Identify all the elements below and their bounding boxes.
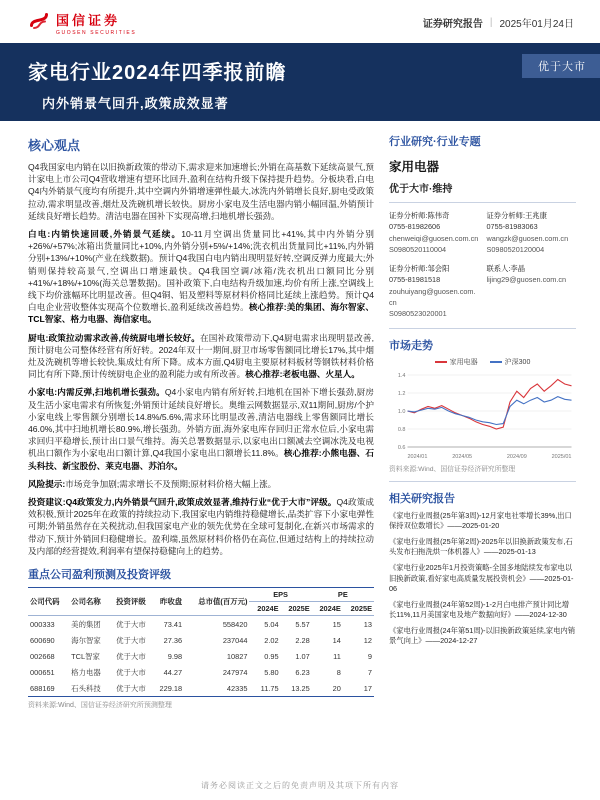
cell-eps25: 13.25 (281, 680, 312, 697)
cell-code: 000651 (30, 667, 55, 677)
report-type: 证券研究报告 (422, 19, 483, 30)
paragraph-lead: 风险提示: (28, 478, 66, 489)
cell-pe24: 11 (333, 651, 341, 661)
legend-item (490, 357, 531, 367)
title-banner (0, 43, 600, 121)
legend-item (435, 357, 478, 367)
col-header-pe-2024e: 2024E (312, 602, 343, 616)
risk-note-paragraph (28, 478, 374, 490)
contact-email-link[interactable]: lijing29@guosen.com.cn (486, 275, 567, 285)
cell-mcap: 42335 (184, 680, 249, 697)
analyst-role: 证券分析师: (486, 211, 526, 220)
cell-pe25: 9 (367, 651, 372, 661)
chart-source-note: 资料来源:Wind、国信证券经济研究所整理 (389, 465, 516, 473)
svg-text:0.8: 0.8 (397, 426, 406, 433)
chart-legend (389, 357, 576, 367)
related-report-link[interactable] (389, 537, 576, 558)
core-paragraph (28, 228, 374, 326)
cell-pe25: 13 (363, 619, 372, 629)
cell-name: TCL智家 (71, 651, 100, 661)
cell-name: 格力电器 (71, 667, 101, 677)
industry-rating: 优于大市·维持 (389, 180, 576, 203)
industry-section-label: 行业研究·行业专题 (389, 136, 481, 148)
paragraph-body: Q4小家电内销有所好转,扫地机在国补下增长强劲,厨房及生活小家电需求有所恢复;外销预计延续良好增长。奥维云网数据显示,双11期间,厨房/个护小家电线上零售额分别增长14.8%/5.6%,需求环比明显改善,清洁电器线上零售额同比增长46.0%,其中扫地机增长80.9%,增长强劲。外销方面,海外家电库存回归正常水位后,小家电需求回归平稳增长,预计出口景气维持。海关总署数据显示,以家电出口额减去空调冰洗及电视机出口额作为小家电出口额计算,Q4我国小家电出口额增长11.8%。 (28, 387, 374, 459)
analyst-card (487, 210, 577, 255)
cell-rating: 优于大市 (116, 635, 146, 645)
cell-code: 688169 (28, 680, 69, 697)
table-row (28, 632, 374, 648)
col-header-pe-2025e: 2025E (343, 602, 374, 616)
related-report-link[interactable] (389, 563, 576, 595)
core-paragraph (28, 386, 374, 471)
cell-eps24: 0.95 (264, 651, 279, 661)
paragraph-body: 在国补政策带动下,Q4厨电需求出现明显改善,预计厨电公司整体经营有所好转。2024年双十一期间,厨卫市场零售额同比增长17%,其中烟灶及洗碗机等增长较快,集成灶有所下降。成本方面,Q4厨电主要原材料板材等钢铁材料价格同比有所下降,预计传统厨电企业的盈利能力或有所改善。 (28, 332, 374, 380)
svg-text:2024/01: 2024/01 (407, 453, 428, 460)
svg-text:2024/09: 2024/09 (506, 453, 527, 460)
analyst-email-link[interactable]: chenweiqi@guosen.com.cn (389, 233, 479, 243)
svg-text:0.6: 0.6 (397, 444, 406, 451)
analyst-card (389, 210, 479, 255)
col-header-eps: EPS (249, 588, 311, 602)
table-row (28, 648, 374, 664)
brand-name-cn: 国信证券 (56, 12, 121, 28)
disclaimer-footer: 请务必阅读正文之后的免责声明及其项下所有内容 (201, 781, 399, 790)
paragraph-lead: 投资建议:Q4政策发力,内外销景气回升,政策成效显著,维持行业“优于大市”评级。 (28, 497, 337, 508)
report-subtitle: 内外销景气回升,政策成效显著 (42, 96, 229, 111)
cell-rating: 优于大市 (110, 680, 151, 697)
cell-eps25: 1.07 (295, 651, 310, 661)
paragraph-lead: 厨电:政策拉动需求改善,传统厨电增长较好。 (28, 332, 200, 343)
cell-eps24: 2.02 (264, 635, 279, 645)
legend-label: 家用电器 (449, 358, 478, 366)
report-date: ——2025-01-06 (389, 573, 574, 594)
cell-price: 9.98 (167, 651, 183, 661)
report-title[interactable]: 《家电行业周报(24年第51周)-以旧换新政策延续,家电内销景气向上》 (389, 625, 576, 646)
cell-price: 229.18 (152, 680, 185, 697)
top-header (0, 0, 600, 43)
table-row (28, 680, 374, 697)
legend-swatch-csi300 (490, 361, 502, 363)
svg-text:1.4: 1.4 (397, 372, 406, 379)
paragraph-lead: 白电:内销快速回暖,外销景气延续。 (28, 229, 182, 240)
paragraph-body: Q4政策成效积极,预计2025年在政策的持续拉动下,我国家电内销维持稳健增长,品类扩容下小家电弹性可期;外销虽然存在关税扰动,但我国家电产业的领先优势在全球可复制化,在新兴市场需求的带动下,预计外销回归稳健增长。盈利端,虽然原材料价格仍在高位,但通过结构上的持续拉动及内部的经营提效,利润率有望保持稳健向上的趋势。 (28, 497, 374, 556)
cell-eps24: 11.75 (249, 680, 280, 697)
contact-name: 李晶 (510, 264, 526, 274)
col-header-name: 公司名称 (69, 588, 110, 616)
col-header-close: 昨收盘 (152, 588, 185, 616)
investment-advice-paragraph (28, 496, 374, 557)
analyst-phone: 0755-81982606 (389, 222, 441, 232)
paragraph-body: Q4我国家电内销在以旧换新政策的带动下,需求迎来加速增长;外销在高基数下延续高景气,预计家电上市公司Q4营收增速有望环比回升,盈利在结构升级下保持提升趋势。分板块看,白电Q4内外销景气度均有所提升,其中空调内外销增速弹性最大,冰洗内外销增长良好,厨电受政策拉动,需求明显改善,烟灶及洗碗机增长较快。厨房小家电及生活电器内销小幅回温,外销预计延续良好增长趋势。清洁电器在国补下实现高增,扫地机增长强劲。 (28, 162, 374, 221)
report-title[interactable]: 《家电行业周报(24年第52周)-1-2月白电排产预计同比增长11%,11月美国家电及地产数据向好》 (389, 599, 570, 620)
col-header-mcap: 总市值(百万元) (184, 588, 249, 616)
col-header-rating: 投资评级 (110, 588, 151, 616)
main-column (28, 133, 374, 710)
industry-name: 家用电器 (389, 160, 440, 174)
market-trend-heading: 市场走势 (389, 339, 433, 352)
analyst-card (389, 263, 479, 319)
cell-eps24: 5.04 (264, 619, 279, 629)
cell-mcap: 558420 (222, 619, 248, 629)
cell-eps25: 6.23 (295, 667, 310, 677)
analyst-name: 王兆康 (525, 211, 547, 220)
analyst-cert-no: S0980520110004 (389, 244, 447, 254)
key-companies-table (28, 587, 374, 697)
cell-eps25: 2.28 (295, 635, 310, 645)
core-views-heading: 核心观点 (28, 138, 81, 153)
sidebar (389, 133, 576, 710)
cell-name: 美的集团 (71, 619, 101, 629)
cell-pe25: 12 (363, 635, 372, 645)
guosen-logo-icon (28, 9, 50, 36)
cell-price: 27.36 (163, 635, 183, 645)
analyst-role: 证券分析师: (389, 211, 428, 220)
analyst-cert-no: S0980523020001 (389, 309, 447, 319)
cell-price: 73.41 (163, 619, 183, 629)
paragraph-reco: 核心推荐:美的集团、海尔智家、TCL智家、格力电器、海信家电。 (28, 302, 374, 325)
cell-price: 44.27 (163, 667, 183, 677)
svg-text:1.2: 1.2 (397, 390, 406, 397)
report-title[interactable]: 《家电行业2025年1月投资策略-全国多地陆续发布家电以旧换新政策,看好家电高质量发展投资机会》 (389, 562, 573, 583)
core-paragraph (28, 161, 374, 222)
cell-pe24: 20 (312, 680, 343, 697)
cell-name: 海尔智家 (71, 635, 101, 645)
col-header-code: 公司代码 (28, 588, 69, 616)
cell-pe25: 7 (367, 667, 372, 677)
paragraph-body: 市场竞争加剧;需求增长不及预期;原材料价格大幅上涨。 (65, 478, 277, 489)
analyst-email-link[interactable]: wangzk@guosen.com.cn (486, 233, 569, 243)
related-report-link[interactable] (389, 600, 576, 621)
brand-name-en: GUOSEN SECURITIES (56, 29, 137, 36)
report-date: 2025年01月24日 (499, 19, 574, 30)
col-header-eps-2024e: 2024E (249, 602, 280, 616)
cell-eps24: 5.80 (264, 667, 279, 677)
paragraph-body: 10-11月空调出货量同比+41%,其中内外销分别+26%/+57%;冰箱出货量同比+10%,内外销分别+5%/+14%;洗衣机出货量同比+11%,内外销分别+13%/+10%(产业在线数据)。预计Q4我国白电内销出现明显好转,空调反弹力度最大;外销则保持较高景气,空调出口增速最快。Q4我国空调/冰箱/洗衣机出口额同比分别+41%/+18%/+10%(海关总署数据)。国补政策下,白电结构升级加速,均价有所上涨,空调线上线下均价涨幅环比明显改善。但Q4铜、铝及塑料等原材料价格同比延续上涨趋势。预计Q4白电企业营收整体实现高个位数增长,盈利延续改善趋势。 (28, 229, 374, 313)
market-trend-chart (389, 369, 576, 461)
cell-pe24: 15 (332, 619, 341, 629)
cell-code: 002668 (30, 651, 55, 661)
cell-code: 000333 (30, 619, 55, 629)
analyst-block (389, 210, 576, 329)
analyst-email-link[interactable]: zouhuiyang@guosen.com.cn (389, 286, 476, 308)
brand-logo (28, 9, 136, 36)
report-date: ——2024-12-27 (425, 636, 478, 646)
cell-mcap: 247974 (222, 667, 248, 677)
related-report-link[interactable] (389, 626, 576, 647)
table-source-note: 资料来源:Wind、国信证券经济研究所预测整理 (28, 702, 172, 710)
analyst-phone: 0755-81983063 (486, 222, 538, 232)
cell-pe25: 17 (343, 680, 374, 697)
cell-code: 600690 (30, 635, 55, 645)
related-reports-heading: 相关研究报告 (389, 481, 576, 506)
col-header-pe: PE (312, 588, 374, 602)
key-companies-heading: 重点公司盈利预测及投资评级 (28, 569, 171, 582)
report-title[interactable]: 《家电行业周报(25年第2周)-2025年以旧换新政策发布,石头发布扫拖洗烘一体机器人》 (389, 536, 573, 557)
cell-rating: 优于大市 (116, 667, 146, 677)
table-row (28, 616, 374, 633)
report-title: 家电行业2024年四季报前瞻 (28, 62, 287, 84)
header-meta (423, 15, 574, 30)
report-date: ——2025-01-13 (483, 547, 536, 557)
paragraph-reco: 核心推荐:老板电器、火星人。 (245, 369, 360, 380)
related-report-link[interactable] (389, 511, 576, 532)
header-separator: | (489, 17, 493, 28)
paragraph-lead: 小家电:内需反弹,扫地机增长强劲。 (28, 387, 165, 398)
svg-text:2025/01: 2025/01 (551, 453, 572, 460)
cell-mcap: 237044 (222, 635, 248, 645)
paragraph-reco: 核心推荐:小熊电器、石头科技、新宝股份、莱克电器、苏泊尔。 (28, 448, 374, 471)
contact-card (487, 263, 577, 319)
cell-name: 石头科技 (69, 680, 110, 697)
svg-text:1.0: 1.0 (397, 408, 406, 415)
rating-badge: 优于大市 (522, 54, 600, 78)
report-title[interactable]: 《家电行业周报(25年第3周)-12月家电社零增长39%,出口保持双位数增长》 (389, 510, 572, 531)
cell-rating: 优于大市 (116, 651, 146, 661)
cell-rating: 优于大市 (116, 619, 146, 629)
analyst-role: 证券分析师: (389, 264, 428, 274)
svg-text:2024/05: 2024/05 (452, 453, 473, 460)
core-paragraph (28, 332, 374, 381)
analyst-cert-no: S0980520120004 (486, 244, 545, 254)
table-row (28, 664, 374, 680)
contact-role: 联系人: (486, 264, 511, 274)
cell-mcap: 10827 (226, 651, 248, 661)
analyst-phone: 0755-81981518 (389, 275, 441, 285)
report-date: ——2025-01-20 (447, 521, 500, 531)
analyst-name: 陈伟奇 (427, 211, 450, 220)
legend-swatch-appliances (435, 361, 447, 363)
report-date: ——2024-12-30 (514, 610, 567, 620)
legend-label: 沪深300 (504, 358, 531, 366)
cell-pe24: 14 (332, 635, 341, 645)
cell-eps25: 5.57 (295, 619, 310, 629)
cell-pe24: 8 (336, 667, 341, 677)
col-header-eps-2025e: 2025E (281, 602, 312, 616)
analyst-name: 邹会阳 (427, 264, 450, 274)
